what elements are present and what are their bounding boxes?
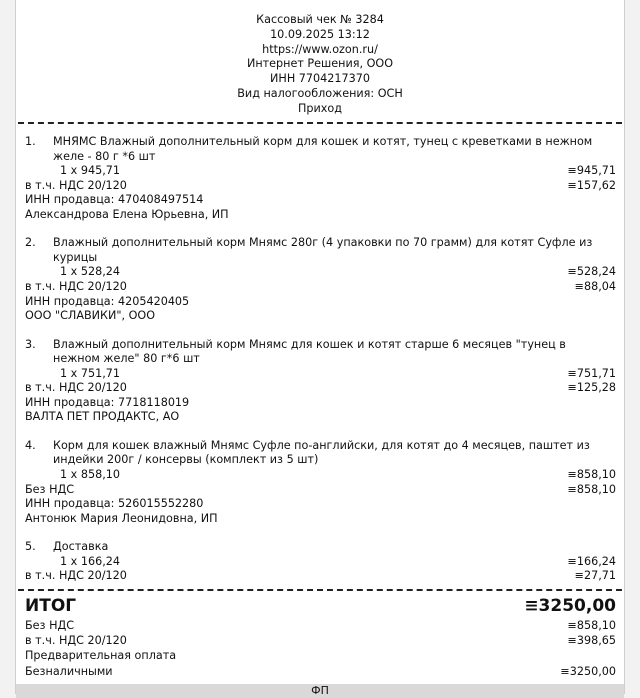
item-name: Корм для кошек влажный Мнямс Суфле по-английски, для котят до 4 месяцев, паштет из индейки 200г / консервы (комплект из 5 шт) bbox=[53, 438, 590, 467]
item-sum: ≡945,71 bbox=[567, 164, 616, 178]
item-number: 3. bbox=[25, 337, 36, 351]
item-seller-name: Александрова Елена Юрьевна, ИП bbox=[25, 207, 229, 221]
list-item bbox=[25, 338, 616, 426]
item-vat-value: ≡27,71 bbox=[574, 569, 616, 583]
list-item bbox=[25, 135, 616, 223]
item-qty-price: 1 x 858,10 bbox=[60, 467, 120, 481]
receipt-header bbox=[16, 0, 624, 117]
fiscal-sign-bar bbox=[16, 684, 624, 698]
item-qty-price: 1 x 751,71 bbox=[60, 366, 120, 380]
item-qty-price: 1 x 528,24 bbox=[60, 265, 120, 279]
totals-row-value: ≡398,65 bbox=[567, 634, 616, 648]
totals-row-label: в т.ч. НДС 20/120 bbox=[25, 634, 127, 648]
item-vat-value: ≡157,62 bbox=[567, 178, 616, 192]
receipt bbox=[15, 0, 625, 697]
item-vat-label: в т.ч. НДС 20/120 bbox=[25, 569, 127, 583]
receipt-site: https://www.ozon.ru/ bbox=[262, 42, 378, 56]
item-vat-label: Без НДС bbox=[25, 482, 75, 496]
item-seller-inn: ИНН продавца: 526015552280 bbox=[25, 497, 204, 511]
item-vat-label: в т.ч. НДС 20/120 bbox=[25, 280, 127, 294]
item-qty-price: 1 x 166,24 bbox=[60, 554, 120, 568]
item-number: 4. bbox=[25, 438, 36, 452]
operation-type: Приход bbox=[298, 101, 342, 115]
item-name: Влажный дополнительный корм Мнямс 280г (4 упаковки по 70 грамм) для котят Суфле из курицы bbox=[53, 236, 593, 264]
receipt-datetime: 10.09.2025 13:12 bbox=[270, 27, 370, 41]
item-sum: ≡858,10 bbox=[567, 467, 616, 481]
item-qty-price: 1 x 945,71 bbox=[60, 164, 120, 178]
totals-row bbox=[25, 648, 616, 663]
totals-row bbox=[25, 664, 616, 679]
item-vat-value: ≡88,04 bbox=[574, 280, 616, 294]
totals-row bbox=[25, 633, 616, 648]
company-name: Интернет Решения, ООО bbox=[246, 57, 394, 71]
item-sum: ≡528,24 bbox=[567, 265, 616, 279]
grand-total bbox=[25, 595, 616, 617]
fiscal-sign-label: ФП bbox=[311, 684, 329, 697]
item-number: 5. bbox=[25, 540, 36, 553]
item-seller-name: Антонюк Мария Леонидовна, ИП bbox=[25, 511, 218, 525]
totals-row-value: ≡3250,00 bbox=[560, 664, 616, 678]
totals-section bbox=[25, 595, 616, 679]
totals-row-label: Предварительная оплата bbox=[25, 649, 177, 663]
total-label: ИТОГ bbox=[25, 596, 77, 616]
item-sum: ≡166,24 bbox=[567, 554, 616, 568]
totals-row-value: ≡858,10 bbox=[567, 619, 616, 632]
item-name: Доставка bbox=[53, 540, 109, 553]
separator-bottom bbox=[18, 589, 622, 591]
item-vat-label: в т.ч. НДС 20/120 bbox=[25, 178, 127, 192]
total-value: ≡3250,00 bbox=[524, 596, 616, 616]
tax-system: Вид налогообложения: ОСН bbox=[237, 86, 403, 100]
totals-row-label: Безналичными bbox=[25, 664, 113, 678]
totals-row bbox=[25, 618, 616, 633]
receipt-number: Кассовый чек № 3284 bbox=[256, 13, 384, 26]
item-vat-value: ≡125,28 bbox=[567, 381, 616, 395]
item-name: Влажный дополнительный корм Мнямс для кошек и котят старше 6 месяцев "тунец в нежном желе" 80 г*6 шт bbox=[53, 337, 566, 366]
item-seller-name: ВАЛТА ПЕТ ПРОДАКТС, АО bbox=[25, 410, 180, 424]
list-item bbox=[25, 439, 616, 527]
item-seller-inn: ИНН продавца: 7718118019 bbox=[25, 395, 190, 409]
list-item bbox=[25, 236, 616, 324]
item-seller-name: ООО "СЛАВИКИ", ООО bbox=[25, 309, 156, 323]
separator-top bbox=[18, 122, 622, 124]
totals-row-label: Без НДС bbox=[25, 619, 75, 632]
item-seller-inn: ИНН продавца: 4205420405 bbox=[25, 294, 190, 308]
item-name: МНЯМС Влажный дополнительный корм для кошек и котят, тунец с креветками в нежном желе - 80 г *6 шт bbox=[53, 135, 593, 163]
item-number: 2. bbox=[25, 236, 36, 250]
item-vat-value: ≡858,10 bbox=[567, 482, 616, 496]
list-item bbox=[25, 540, 616, 584]
item-vat-label: в т.ч. НДС 20/120 bbox=[25, 381, 127, 395]
item-number: 1. bbox=[25, 135, 36, 148]
item-sum: ≡751,71 bbox=[567, 366, 616, 380]
item-seller-inn: ИНН продавца: 470408497514 bbox=[25, 193, 204, 207]
company-inn: ИНН 7704217370 bbox=[270, 72, 370, 86]
items-list bbox=[25, 135, 616, 597]
